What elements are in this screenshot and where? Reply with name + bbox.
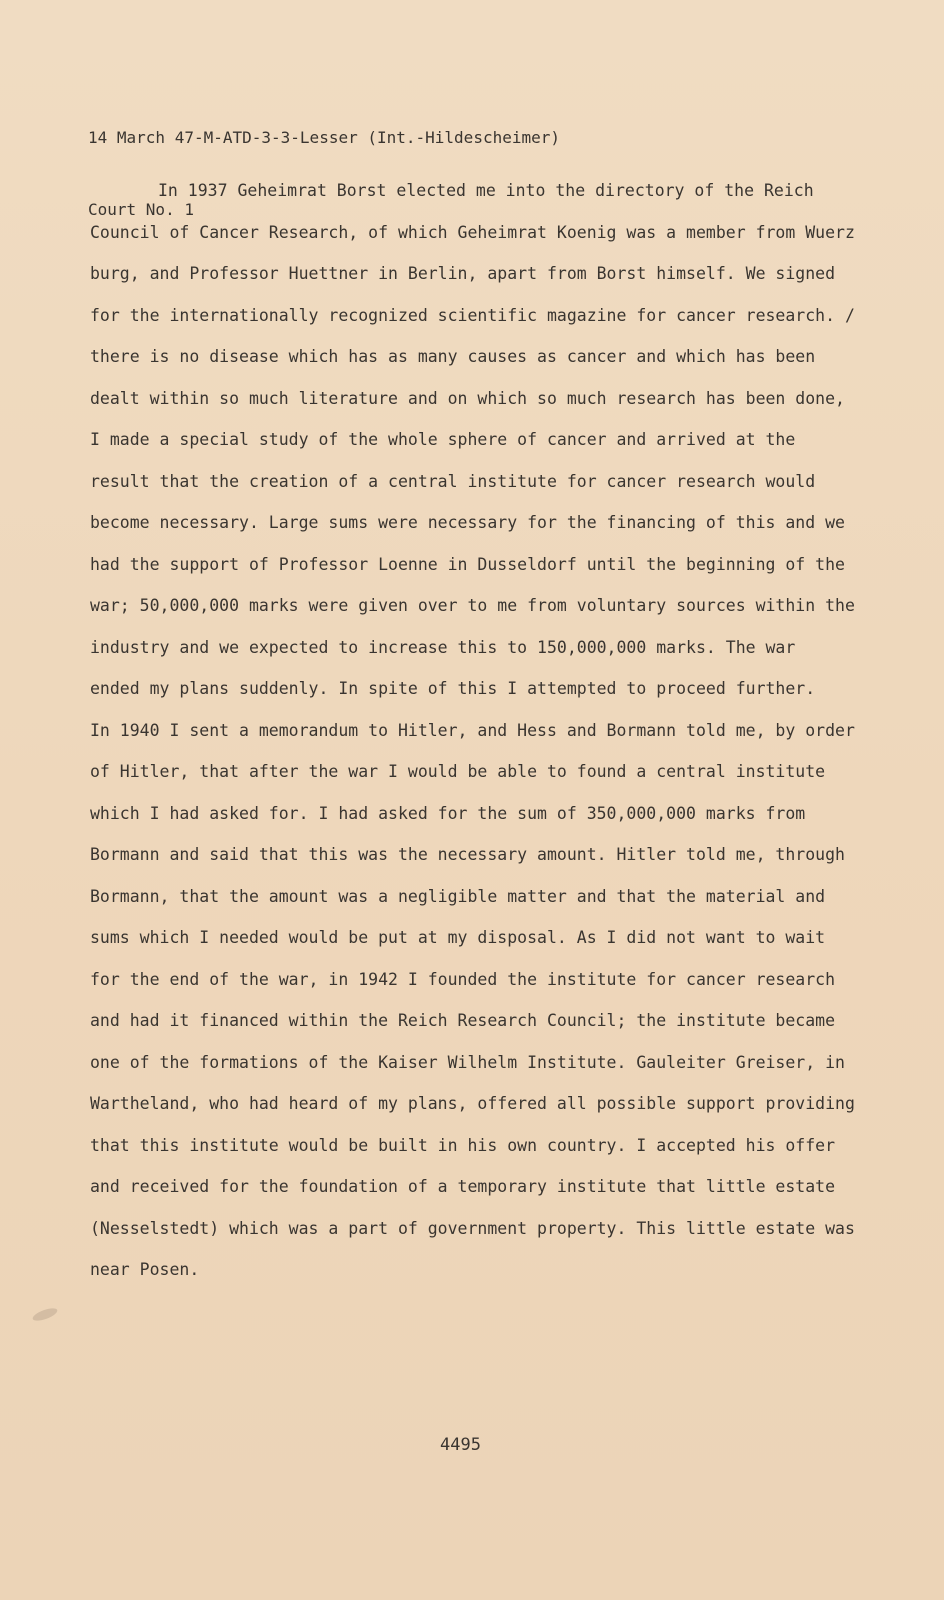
text-line: result that the creation of a central institute for cancer research would bbox=[90, 471, 816, 491]
text-line: near Posen. bbox=[90, 1260, 200, 1279]
text-line: Council of Cancer Research, of which Geheimrat Koenig was a member from Wuerz bbox=[90, 222, 855, 242]
text-line: war; 50,000,000 marks were given over to me from voluntary sources within the bbox=[90, 596, 855, 615]
header-reference-line: 14 March 47-M-ATD-3-3-Lesser (Int.-Hildescheimer) bbox=[88, 128, 561, 147]
text-line: ended my plans suddenly. In spite of this I attempted to proceed further. bbox=[90, 679, 816, 698]
text-line: of Hitler, that after the war I would be able to found a central institute bbox=[90, 762, 826, 781]
text-line: In 1940 I sent a memorandum to Hitler, and Hess and Bormann told me, by order bbox=[90, 720, 855, 740]
text-line: that this institute would be built in his own country. I accepted his offer bbox=[90, 1135, 836, 1155]
text-line: which I had asked for. I had asked for the sum of 350,000,000 marks from bbox=[90, 803, 806, 823]
text-line: (Nesselstedt) which was a part of government property. This little estate was bbox=[90, 1218, 855, 1238]
text-line: and received for the foundation of a temporary institute that little estate bbox=[90, 1177, 836, 1196]
text-line: and had it financed within the Reich Research Council; the institute became bbox=[90, 1011, 836, 1030]
text-line: had the support of Professor Loenne in Dusseldorf until the beginning of the bbox=[90, 554, 845, 574]
text-line: In 1937 Geheimrat Borst elected me into the directory of the Reich bbox=[158, 181, 814, 200]
page-number: 4495 bbox=[440, 1435, 481, 1455]
text-line: Wartheland, who had heard of my plans, offered all possible support providing bbox=[90, 1094, 855, 1113]
text-line: there is no disease which has as many causes as cancer and which has been bbox=[90, 347, 816, 366]
text-line: become necessary. Large sums were necessary for the financing of this and we bbox=[90, 513, 845, 532]
text-line: Bormann, that the amount was a negligible matter and that the material and bbox=[90, 886, 826, 906]
text-line: for the internationally recognized scientific magazine for cancer research. / bbox=[90, 305, 855, 325]
text-line: sums which I needed would be put at my disposal. As I did not want to wait bbox=[90, 928, 826, 947]
text-line: I made a special study of the whole sphere of cancer and arrived at the bbox=[90, 430, 796, 449]
text-line: burg, and Professor Huettner in Berlin, apart from Borst himself. We signed bbox=[90, 264, 836, 283]
testimony-paragraph bbox=[90, 170, 890, 1291]
text-line: industry and we expected to increase this to 150,000,000 marks. The war bbox=[90, 637, 796, 657]
header-court-line: Court No. 1 bbox=[88, 200, 194, 219]
text-line: one of the formations of the Kaiser Wilhelm Institute. Gauleiter Greiser, in bbox=[90, 1052, 845, 1072]
paper-smudge bbox=[31, 1306, 59, 1323]
text-line: Bormann and said that this was the necessary amount. Hitler told me, through bbox=[90, 845, 845, 864]
text-line: for the end of the war, in 1942 I founded the institute for cancer research bbox=[90, 969, 836, 989]
text-line: dealt within so much literature and on which so much research has been done, bbox=[90, 388, 845, 408]
